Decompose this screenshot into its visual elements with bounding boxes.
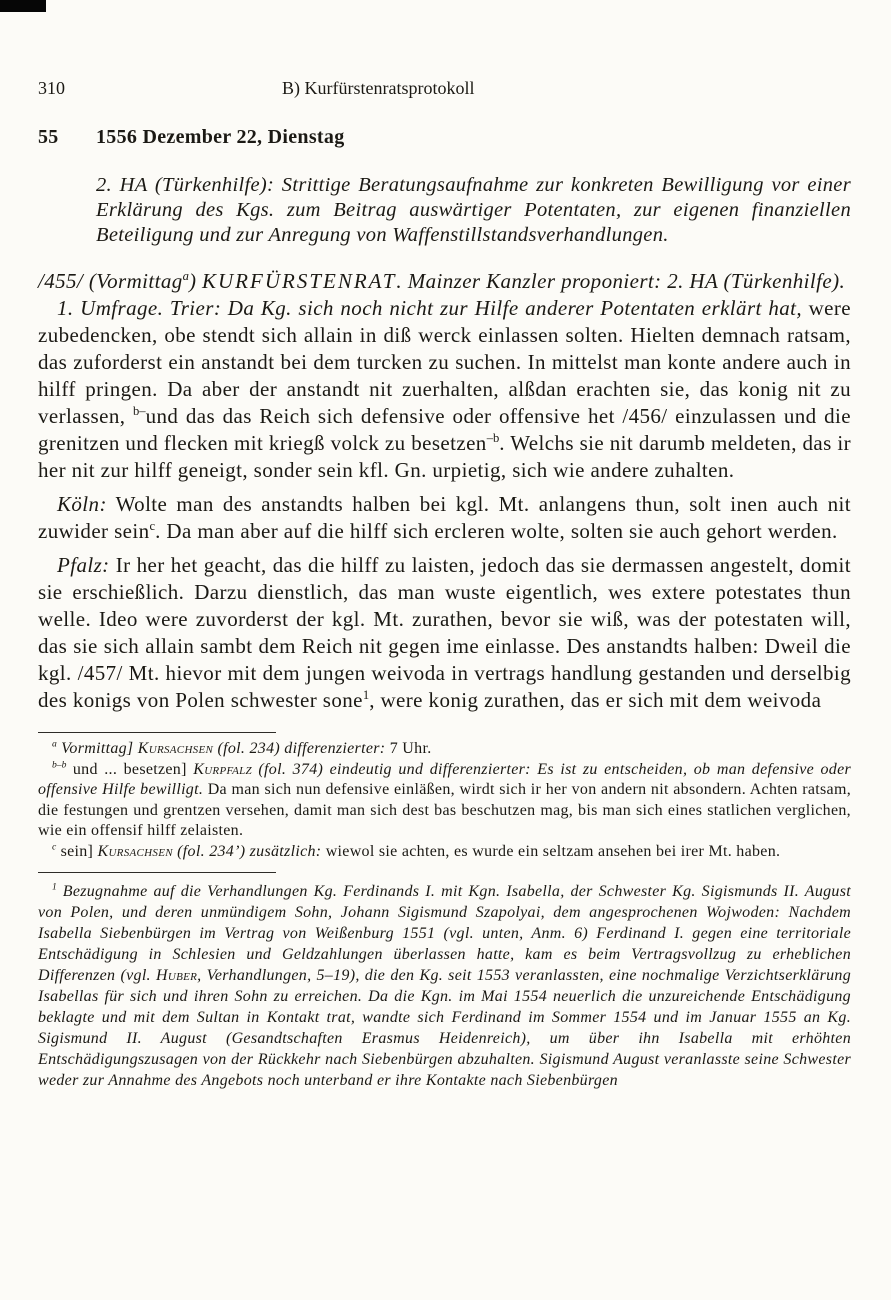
text-run: Kurpfalz (193, 760, 252, 778)
paragraph-koeln (38, 491, 851, 545)
page-number: 310 (38, 78, 65, 98)
text-run: b–b (52, 759, 67, 771)
text-run: –b (486, 431, 500, 445)
text-run: 7 Uhr. (385, 740, 432, 757)
running-title: B) Kurfürstenratsprotokoll (282, 78, 475, 98)
text-run: 2. HA (Türkenhilfe): Strittige Beratungsaufnahme zur konkreten Bewilligung vor einer Erklärung des Kgs. zum Beitrag auswärtiger Potentaten, zur eigenen finanziellen Beteiligung und zur Anregung von Waffenstillstandsverhandlungen. (96, 174, 851, 246)
text-run: , Verhandlungen, 5–19), die den Kg. seit 1553 veranlassten, eine nochmalige Verzichtserklärung Isabellas für sich und ihren Sohn zu erreichen. Da die Kgn. im Mai 1554 neuerlich die unzureichende Entschädigung beklagte und mit dem Sultan in Kontakt trat, wandte sich Ferdinand im Sommer 1554 und im Januar 1555 an Kg. Sigismund II. August (Gesandtschaften Erasmus Heidenreich), um über ihn Isabella mit erhöhten Entschädigungszusagen von der Rückkehr nach Siebenbürgen abzuhalten. Sigismund August veranlasste seine Schwester weder zur Annahme des Angebots noch unterband er ihre Kontakte nach Siebenbürgen (38, 967, 851, 1089)
apparatus-note-b (38, 760, 851, 842)
text-run: Ir her het geacht, das die hilff zu laisten, jedoch das sie dermassen angestelt, domit sie erschießlich. Darzu dienstlich, das man wuste eigentlich, wes extere potestates thun welle. Ideo were zuvorderst der kgl. Mt. zurathen, bevor sie wiß, was der potestaten will, das sie sich allain sambt dem Reich nit gegen ime einlasse. Des anstandts halben: Dweil die kgl. /457/ Mt. hievor mit dem jungen weivoda in vertrags handlung gestanden und derselbig des konigs von Polen schwester sone (38, 553, 851, 712)
text-run: a (52, 738, 57, 750)
text-run: (fol. 234’) zusätzlich: (172, 842, 322, 860)
text-run: c (149, 519, 156, 533)
page-header (38, 78, 851, 100)
text-run: (fol. 374) eindeutig und differenzierter: Es ist zu entscheiden, ob man defensive oder offensive Hilfe bewilligt. (38, 760, 851, 798)
text-run: Kursachsen (137, 740, 214, 757)
text-run: 1 (52, 881, 57, 893)
footnote-1 (38, 881, 851, 1091)
page-content (38, 0, 851, 1091)
text-run: Da man sich nun defensive einläßen, wirdt sich ir her von andern nit absondern. Achten ratsam, die festungen und grentzen versehen, damit man sich dest bas beschutzen mag, bis man sich eines statlichen verglichen, wie ein offensif hilff zelaisten. (38, 781, 851, 839)
apparatus-note-c (38, 842, 851, 863)
entry-heading (38, 126, 851, 149)
text-run: 1 (362, 688, 370, 702)
text-run: . Mainzer Kanzler proponiert: 2. HA (Türkenhilfe). (396, 269, 846, 293)
text-run: Kursachsen (97, 842, 173, 860)
apparatus-note-a (38, 739, 851, 760)
regest-summary (96, 173, 851, 248)
paragraph-session-opening (38, 268, 851, 295)
text-run: und das das Reich sich defensive oder offensive het /456/ einzulassen und die grenitzen und flecken mit kriegß volck zu besetzen (38, 404, 852, 455)
text-run: Wolte man des anstandts halben bei kgl. Mt. anlangens thun, solt inen auch nit zuwider sein (38, 492, 851, 543)
text-run: were zubedencken, obe stendt sich allain in diß werck einlassen solten. Hielten demnach ratsam, das zuforderst ein anstandt bei dem turcken zu suchen. In mittelst man konte andere auch in hilff pringen. Da aber der anstandt nit zuerhalten, alßdan erachten sie, das konig nit zu verlassen, (38, 296, 851, 428)
text-run: Vormittag] (56, 740, 138, 757)
text-run: , were konig zurathen, das er sich mit dem weivoda (369, 688, 822, 712)
text-run: Bezugnahme auf die Verhandlungen Kg. Ferdinands I. mit Kgn. Isabella, der Schwester Kg. Sigismunds II. August von Polen, und deren unmündigem Sohn, Johann Sigismund Szapolyai, dem angesprochenen Wojwoden: Nachdem Isabella Siebenbürgen im Vertrag von Weißenburg 1551 (vgl. unten, Anm. 6) Ferdinand I. gegen eine territoriale Entschädigung in Schlesien und Geldzahlungen überlassen hatte, kam es beim Vertragsvollzug zu erheblichen Differenzen (vgl. (38, 883, 851, 984)
text-run: a (182, 269, 189, 283)
text-run: /455/ (Vormittag (38, 269, 183, 293)
text-run: KURFÜRSTENRAT (202, 269, 397, 293)
apparatus-notes (38, 739, 851, 862)
text-run: sein] (56, 842, 98, 860)
entry-date-title: 1556 Dezember 22, Dienstag (96, 126, 345, 148)
text-run: Pfalz: (57, 553, 110, 577)
paragraph-umfrage-trier (38, 295, 851, 484)
apparatus-separator-rule (38, 732, 276, 733)
text-run: c (52, 841, 57, 853)
paragraph-pfalz (38, 552, 851, 714)
text-run: 1. Umfrage. Trier: Da Kg. sich noch nicht zur Hilfe anderer Potentaten erklärt hat, (57, 296, 803, 320)
text-run: Köln: (57, 492, 107, 516)
text-run: und ... besetzen] (66, 760, 194, 778)
text-run: . Welchs sie nit darumb meldeten, das ir her nit zur hilff geneigt, sonder sein kfl. Gn. urpietig, sich wie andere zuhalten. (38, 431, 851, 482)
footnote-separator-rule (38, 872, 276, 873)
text-run: b– (132, 404, 146, 418)
text-run: wiewol sie achten, es wurde ein seltzam ansehen bei irer Mt. haben. (321, 842, 781, 860)
text-run: ) (188, 269, 202, 293)
text-run: . Da man aber auf die hilff sich ercleren wolte, solten sie auch gehort werden. (155, 519, 838, 543)
entry-number: 55 (38, 126, 59, 148)
text-run: (fol. 234) differenzierter: (213, 740, 386, 757)
text-run: Huber (156, 967, 198, 984)
